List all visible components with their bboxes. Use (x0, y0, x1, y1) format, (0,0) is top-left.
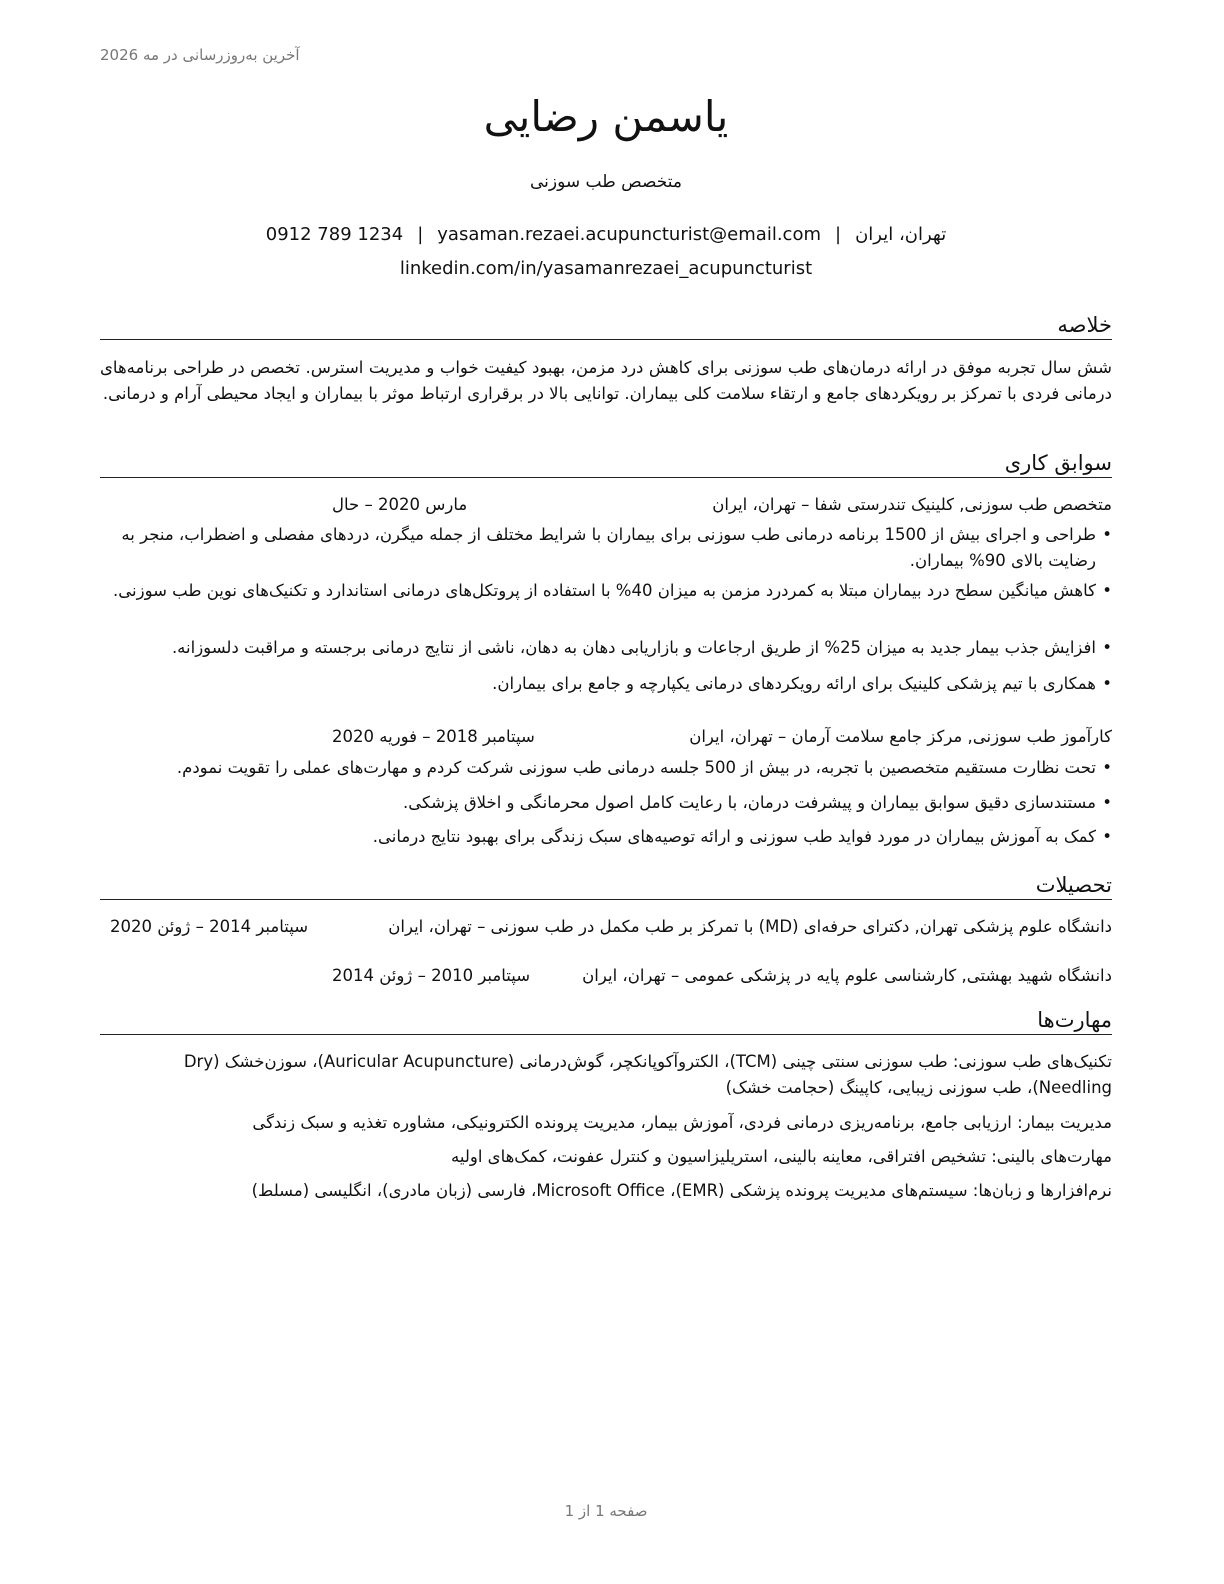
contact-phone[interactable]: 0912 789 1234 (265, 224, 404, 245)
section-heading-education: تحصیلات (100, 872, 1112, 900)
education-item (100, 963, 1112, 989)
education-item (100, 914, 1112, 940)
job-bullet: • کاهش میانگین سطح درد بیماران مبتلا به کمردرد مزمن به میزان 40% با استفاده از پروتکل‌های درمانی استاندارد و تکنیک‌های نوین طب سوزنی. (100, 578, 1112, 604)
job-bullet: • طراحی و اجرای بیش از 1500 برنامه درمانی طب سوزنی برای بیماران با شرایط مختلف از جمله میگرن، دردهای مفصلی و اضطراب، منجر به رضایت بالای 90% بیماران. (100, 522, 1112, 574)
job-title: متخصص طب سوزنی (530, 172, 682, 192)
summary-text: شش سال تجربه موفق در ارائه درمان‌های طب سوزنی برای کاهش درد مزمن، بهبود کیفیت خواب و مدیریت استرس. تخصص در طراحی برنامه‌های درمانی فردی با تمرکز بر رویکردهای جامع و ارتقاء سلامت کلی بیماران. توانایی بالا در برقراری ارتباط موثر با بیماران و ایجاد محیطی آرام و درمانی. (100, 358, 1112, 403)
contact-linkedin[interactable]: linkedin.com/in/yasamanrezaei_acupuncturist (399, 258, 813, 279)
contact-email[interactable]: yasaman.rezaei.acupuncturist@email.com (437, 224, 821, 245)
job-bullet: • تحت نظارت مستقیم متخصصین با تجربه، در بیش از 500 جلسه درمانی طب سوزنی شرکت کردم و مهارت‌های عملی را تقویت نمودم. (100, 755, 1112, 781)
contact-separator: | (835, 224, 842, 245)
job-dates: سپتامبر 2018 – فوریه 2020 (332, 727, 535, 746)
contact-line (100, 224, 1112, 245)
person-name: یاسمن رضایی (483, 92, 729, 141)
education-institution: دانشگاه شهید بهشتی, کارشناسی علوم پایه در پزشکی عمومی – تهران، ایران (582, 966, 1112, 985)
job-header (100, 492, 1112, 518)
job-header (100, 724, 1112, 750)
education-dates: سپتامبر 2014 – ژوئن 2020 (110, 917, 309, 936)
resume-page (100, 0, 1112, 1584)
job-role: کارآموز طب سوزنی, مرکز جامع سلامت آرمان – تهران، ایران (689, 727, 1112, 746)
job-bullet: • افزایش جذب بیمار جدید به میزان 25% از طریق ارجاعات و بازاریابی دهان به دهان، ناشی از نتایج درمانی برجسته و مراقبت دلسوزانه. (100, 635, 1112, 661)
job-dates: مارس 2020 – حال (332, 495, 468, 514)
job-bullet: • همکاری با تیم پزشکی کلینیک برای ارائه رویکردهای درمانی یکپارچه و جامع برای بیماران. (100, 671, 1112, 697)
section-heading-summary: خلاصه (100, 312, 1112, 340)
skill-line: مدیریت بیمار: ارزیابی جامع، برنامه‌ریزی درمانی فردی، آموزش بیمار، مدیریت پرونده الکترونیکی، مشاوره تغذیه و سبک زندگی (252, 1113, 1112, 1132)
last-updated: آخرین به‌روزرسانی در مه 2026 (100, 46, 300, 64)
skill-line: مهارت‌های بالینی: تشخیص افتراقی، معاینه بالینی، استریلیزاسیون و کنترل عفونت، کمک‌های اولیه (451, 1147, 1112, 1166)
section-heading-experience: سوابق کاری (100, 450, 1112, 478)
skill-line: تکنیک‌های طب سوزنی: طب سوزنی سنتی چینی (TCM)، الکتروآکوپانکچر، گوش‌درمانی (Auricular Acupuncture)، سوزن‌خشک (Dry Needling)، طب سوزنی زیبایی، کاپینگ (حجامت خشک) (183, 1052, 1112, 1097)
education-institution: دانشگاه علوم پزشکی تهران, دکترای حرفه‌ای (MD) با تمرکز بر طب مکمل در طب سوزنی – تهران، ایران (388, 917, 1112, 936)
section-heading-skills: مهارت‌ها (100, 1007, 1112, 1035)
skill-line: نرم‌افزارها و زبان‌ها: سیستم‌های مدیریت پرونده پزشکی (EMR)، Microsoft Office، فارسی (زبان مادری)، انگلیسی (مسلط) (251, 1181, 1112, 1200)
job-role: متخصص طب سوزنی, کلینیک تندرستی شفا – تهران، ایران (712, 495, 1112, 514)
education-dates: سپتامبر 2010 – ژوئن 2014 (332, 966, 531, 985)
contact-separator: | (417, 224, 424, 245)
job-bullet: • مستندسازی دقیق سوابق بیماران و پیشرفت درمان، با رعایت کامل اصول محرمانگی و اخلاق پزشکی. (100, 790, 1112, 816)
page-number: صفحه 1 از 1 (564, 1502, 648, 1520)
job-bullet: • کمک به آموزش بیماران در مورد فواید طب سوزنی و ارائه توصیه‌های سبک زندگی برای بهبود نتایج درمانی. (100, 824, 1112, 850)
contact-location: تهران، ایران (855, 224, 947, 245)
